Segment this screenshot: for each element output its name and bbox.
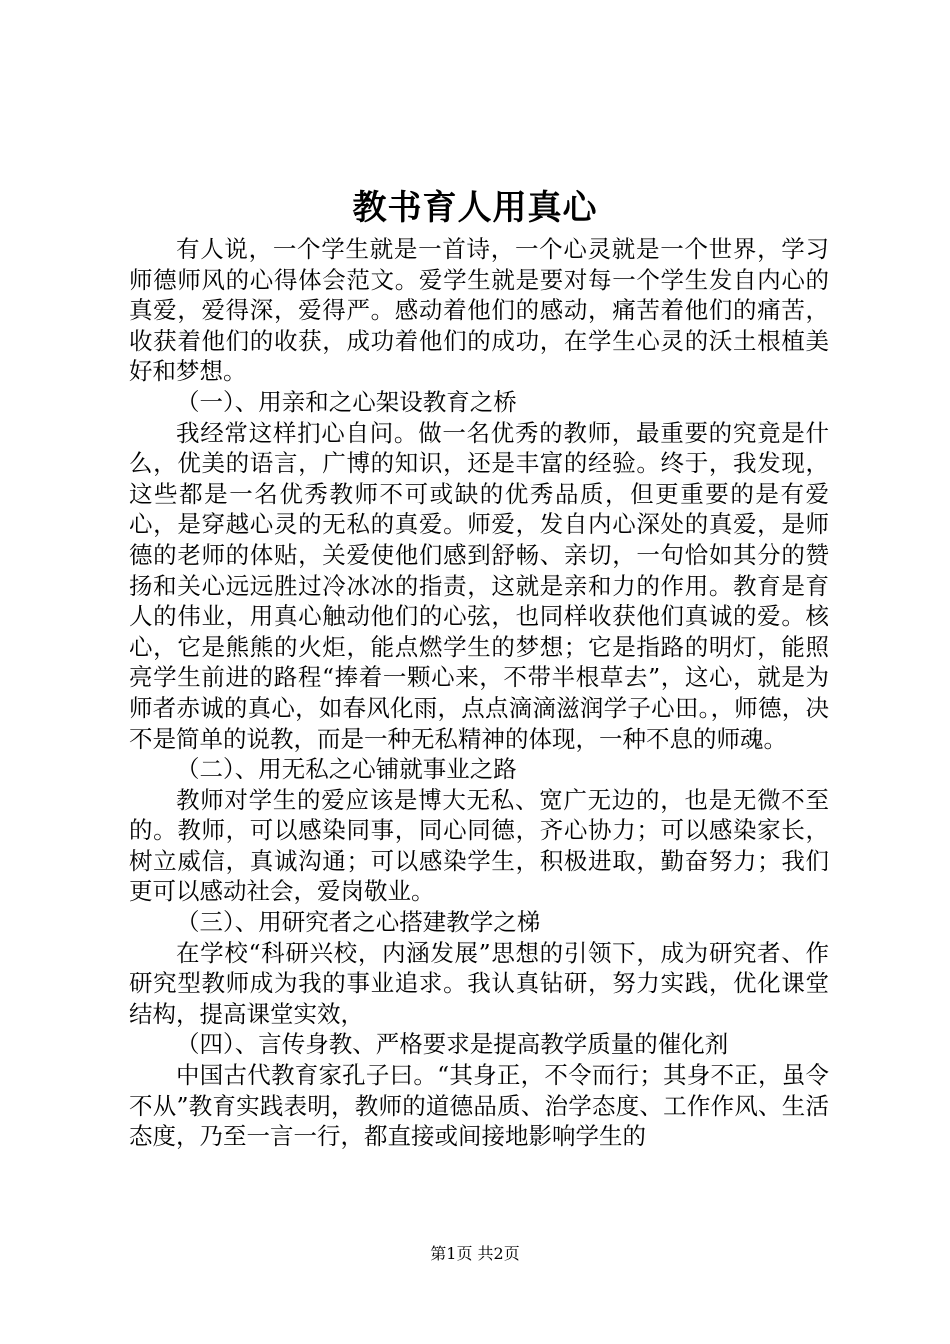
page-number-footer: 第1页 共2页: [430, 1244, 520, 1263]
section-heading-2: （二）、用无私之心铺就事业之路: [176, 755, 517, 784]
section-heading-3: （三）、用研究者之心搭建教学之梯: [176, 908, 541, 937]
paragraph-intro: 有人说，一个学生就是一首诗，一个心灵就是一个世界，学习师德师风的心得体会范文。爱学生就是要对每一个学生发自内心的真爱，爱得深，爱得严。感动着他们的感动，痛苦着他们的痛苦，收获着他们的收获，成功着他们的成功，在学生心灵的沃土根植美好和梦想。: [129, 235, 829, 386]
paragraph-section-1: 我经常这样扪心自问。做一名优秀的教师，最重要的究竟是什么，优美的语言，广博的知识，还是丰富的经验。终于，我发现，这些都是一名优秀教师不可或缺的优秀品质，但更重要的是有爱心，是穿越心灵的无私的真爱。师爱，发自内心深处的真爱，是师德的老师的体贴，关爱使他们感到舒畅、亲切，一句恰如其分的赞扬和关心远远胜过冷冰冰的指责，这就是亲和力的作用。教育是育人的伟业，用真心触动他们的心弦，也同样收获他们真诚的爱。核心，它是熊熊的火炬，能点燃学生的梦想；它是指路的明灯，能照亮学生前进的路程“捧着一颗心来，不带半根草去”，这心，就是为师者赤诚的真心，如春风化雨，点点滴滴滋润学子心田。，师德，决不是简单的说教，而是一种无私精神的体现，一种不息的师魂。: [129, 418, 829, 753]
document-body: [129, 234, 829, 1152]
section-heading-4: （四）、言传身教、严格要求是提高教学质量的催化剂: [176, 1030, 729, 1059]
paragraph-section-2: 教师对学生的爱应该是博大无私、宽广无边的，也是无微不至的。教师，可以感染同事，同心同德，齐心协力；可以感染家长，树立威信，真诚沟通；可以感染学生，积极进取，勤奋努力；我们更可以感动社会，爱岗敬业。: [129, 785, 829, 906]
paragraph-section-3: 在学校“科研兴校，内涵发展”思想的引领下，成为研究者、作研究型教师成为我的事业追求。我认真钻研，努力实践，优化课堂结构，提高课堂实效，: [129, 938, 829, 1028]
document-title: 教书育人用真心: [352, 188, 598, 228]
paragraph-section-4: 中国古代教育家孔子曰。“其身正，不令而行；其身不正，虽令不从”教育实践表明，教师的道德品质、治学态度、工作作风、生活态度，乃至一言一行，都直接或间接地影响学生的: [129, 1061, 829, 1151]
section-heading-1: （一）、用亲和之心架设教育之桥: [176, 387, 517, 416]
